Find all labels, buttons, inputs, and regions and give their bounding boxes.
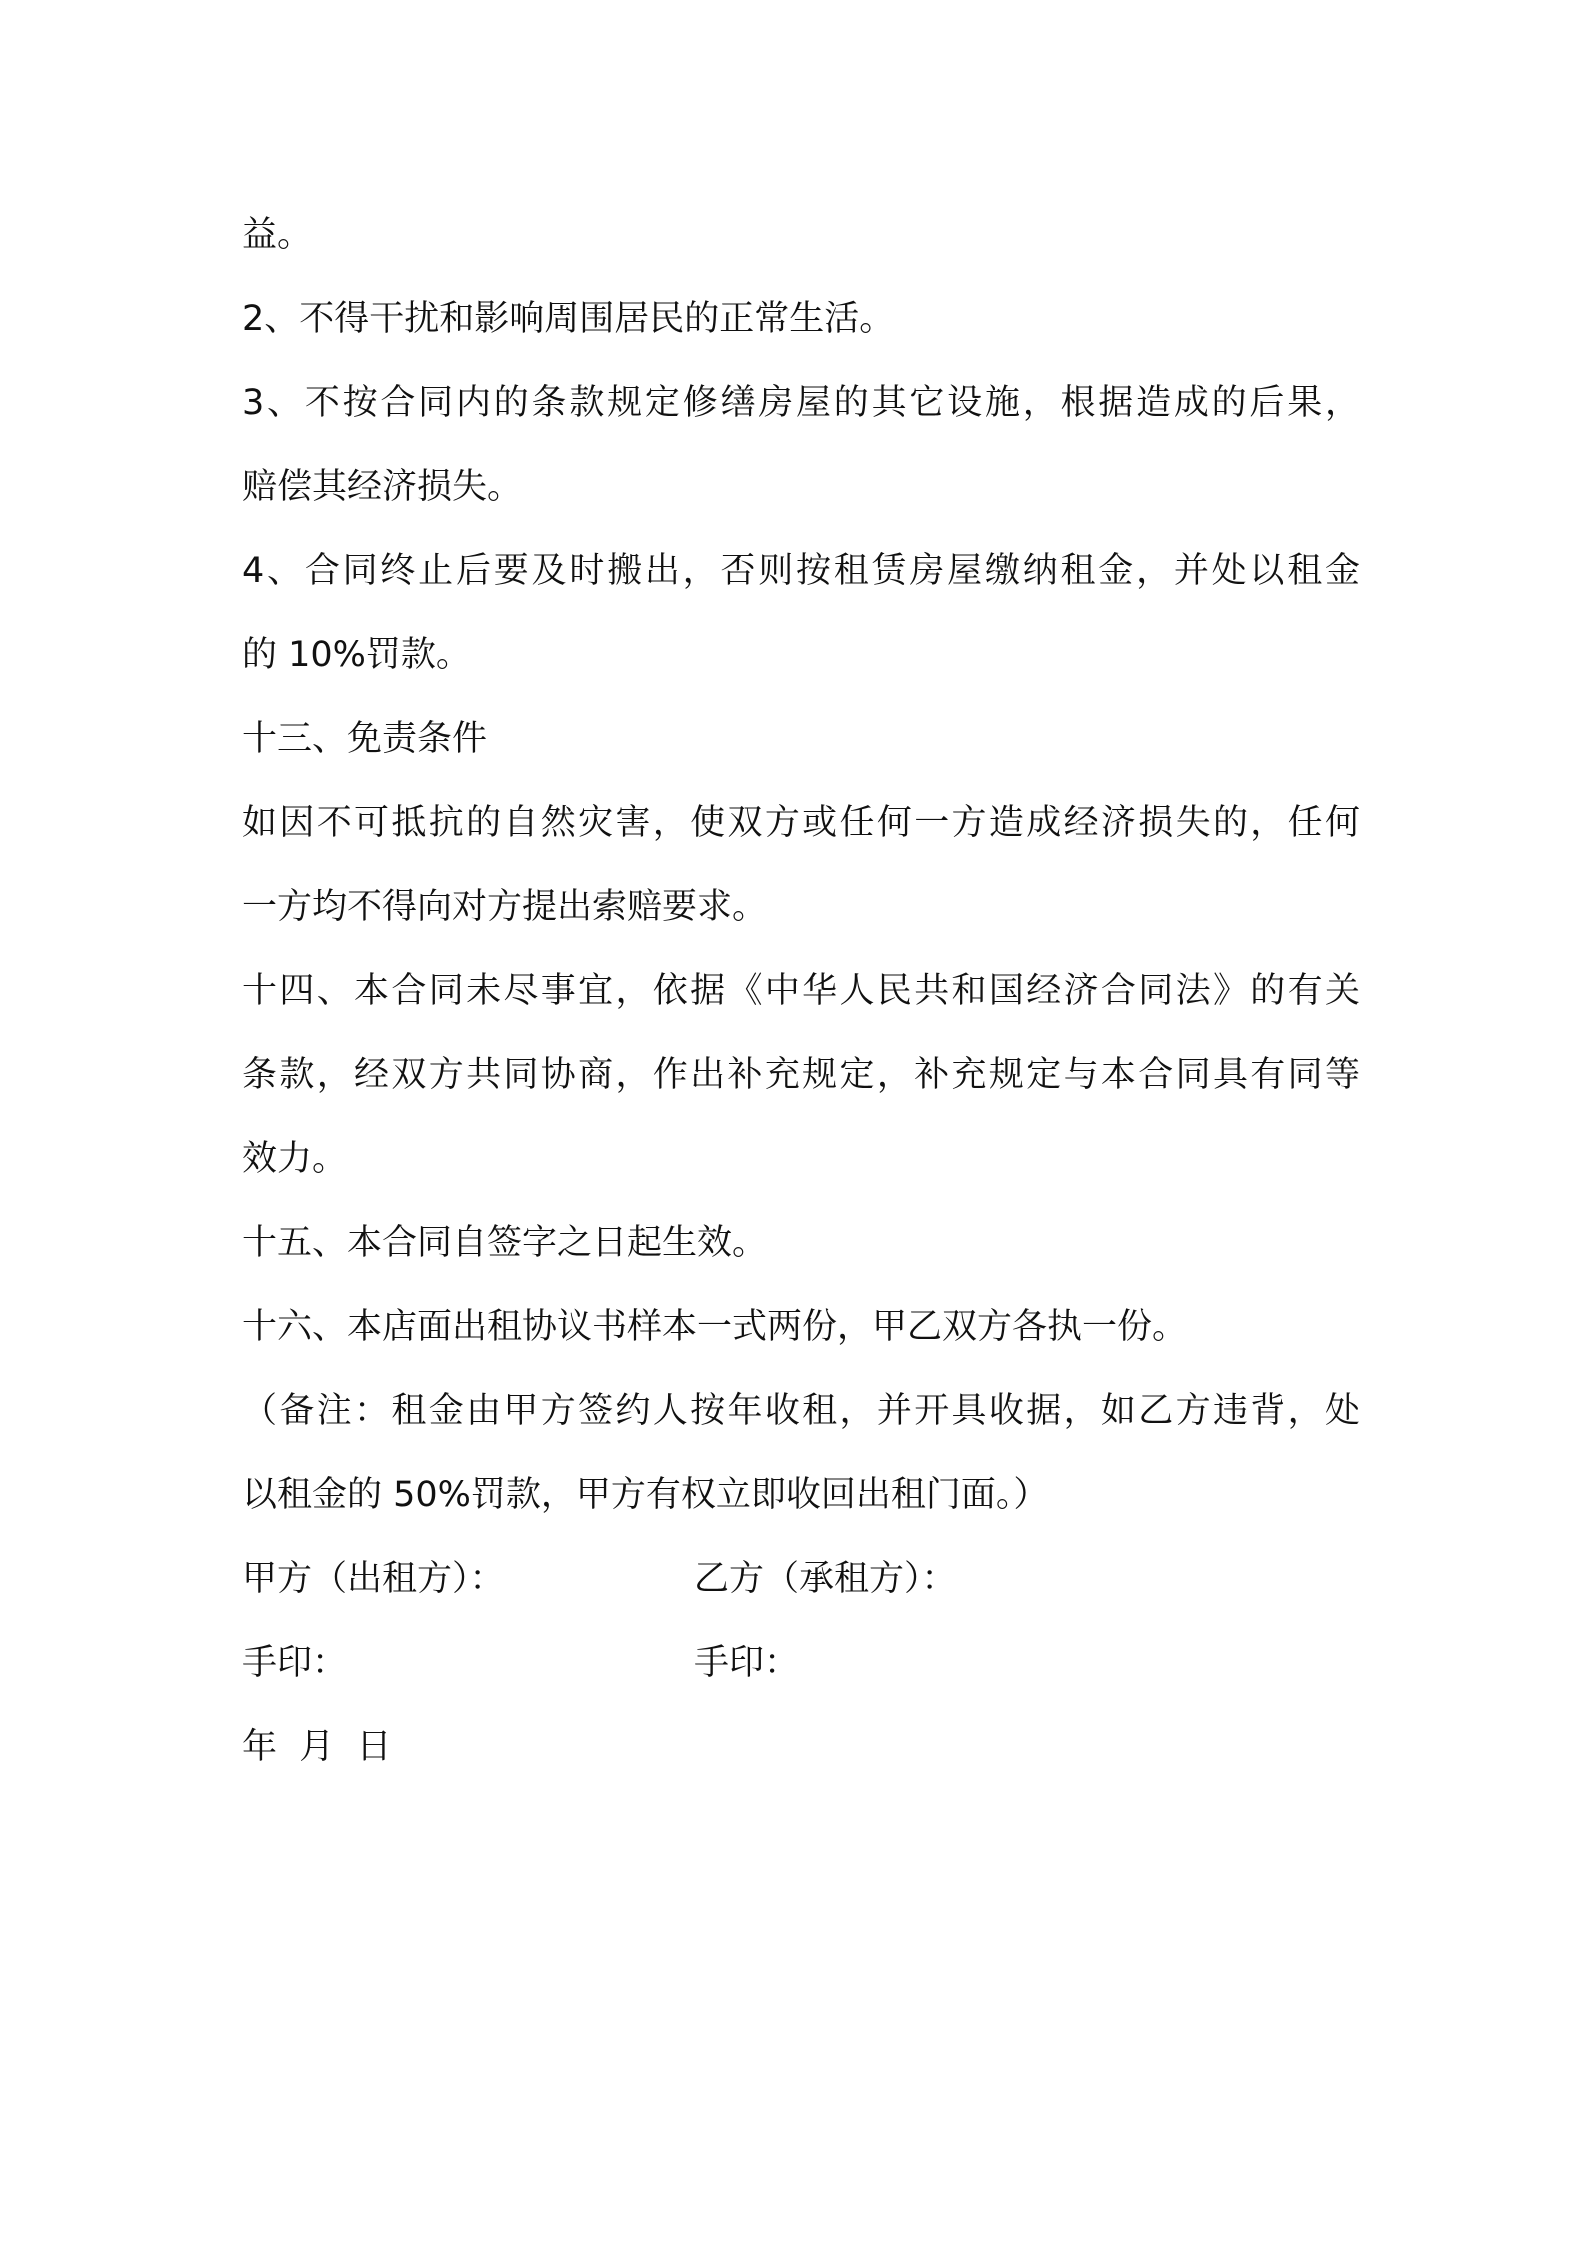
party-b-label: 乙方（承租方）： <box>694 1559 957 1599</box>
text-line: 一方均不得向对方提出索赔要求。 <box>242 887 768 927</box>
text-line: 的 10%罚款。 <box>242 635 471 675</box>
handprint-b-label: 手印： <box>694 1643 800 1683</box>
signature-row-handprint <box>242 1621 1360 1705</box>
text-line: 赔偿其经济损失。 <box>242 467 523 507</box>
text-line: 2、不得干扰和影响周围居民的正常生活。 <box>242 299 895 339</box>
date-line: 年 月 日 <box>242 1727 392 1767</box>
handprint-a-label: 手印： <box>242 1643 348 1683</box>
text-line: 效力。 <box>242 1139 348 1179</box>
text-line: 十五、本合同自签字之日起生效。 <box>242 1223 768 1263</box>
text-line: 十四、本合同未尽事宜，依据《中华人民共和国经济合同法》的有关 <box>242 971 1360 1011</box>
section-heading: 十三、免责条件 <box>242 719 488 759</box>
text-line: 十六、本店面出租协议书样本一式两份，甲乙双方各执一份。 <box>242 1307 1188 1347</box>
text-line: 4、合同终止后要及时搬出，否则按租赁房屋缴纳租金，并处以租金 <box>242 551 1360 591</box>
text-line: 3、不按合同内的条款规定修缮房屋的其它设施，根据造成的后果， <box>242 383 1360 423</box>
text-line: 如因不可抵抗的自然灾害，使双方或任何一方造成经济损失的，任何 <box>242 803 1360 843</box>
text-line: 益。 <box>242 215 313 255</box>
party-a-label: 甲方（出租方）： <box>242 1559 505 1599</box>
note-line: （备注：租金由甲方签约人按年收租，并开具收据，如乙方违背，处 <box>242 1391 1360 1431</box>
signature-row-parties <box>242 1537 1360 1621</box>
note-line: 以租金的 50%罚款，甲方有权立即收回出租门面。） <box>242 1475 1049 1515</box>
text-line: 条款，经双方共同协商，作出补充规定，补充规定与本合同具有同等 <box>242 1055 1360 1095</box>
document-body <box>242 193 1360 1789</box>
